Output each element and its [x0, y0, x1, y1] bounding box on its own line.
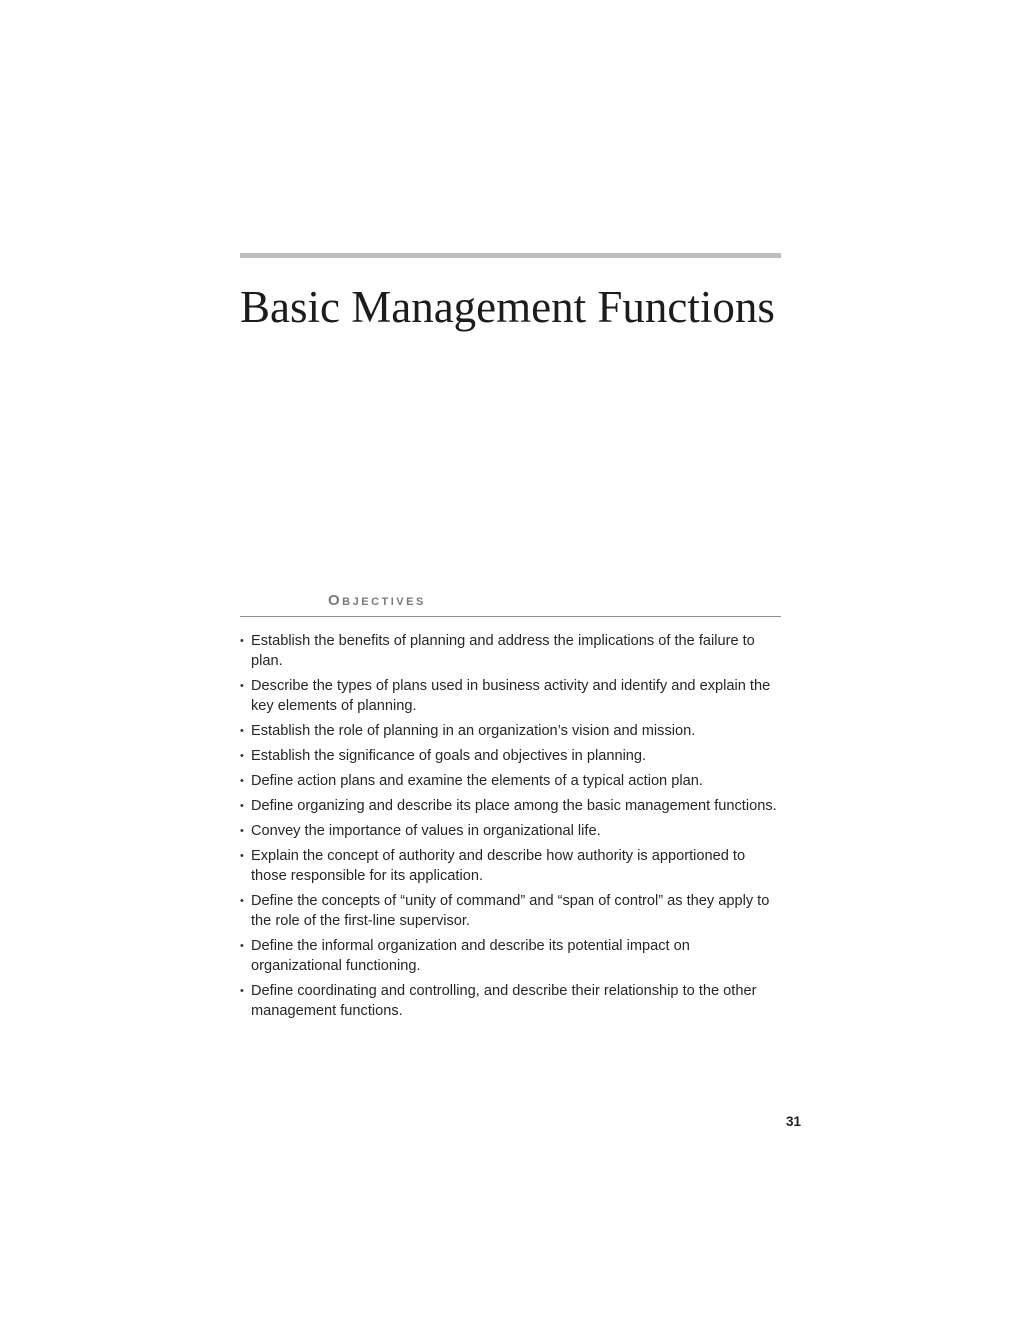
objective-item [240, 631, 781, 671]
bullet-dot-icon: • [240, 940, 244, 952]
objective-item [240, 981, 781, 1021]
objective-item [240, 771, 781, 791]
objectives-list [240, 631, 781, 1026]
chapter-title: Basic Management Functions [240, 282, 775, 332]
objective-text: Establish the benefits of planning and address the implications of the failure to plan. [251, 633, 755, 669]
objective-text: Define action plans and examine the elements of a typical action plan. [251, 773, 703, 789]
objective-text: Explain the concept of authority and describe how authority is apportioned to those responsible for its application. [251, 848, 746, 884]
objective-text: Establish the role of planning in an organization’s vision and mission. [251, 723, 696, 739]
objective-text: Establish the significance of goals and objectives in planning. [251, 748, 647, 764]
objective-text: Describe the types of plans used in business activity and identify and explain the key elements of planning. [251, 678, 771, 714]
objective-item [240, 821, 781, 841]
objective-item [240, 891, 781, 931]
bullet-dot-icon: • [240, 850, 244, 862]
objectives-rule [240, 616, 781, 617]
objective-item [240, 721, 781, 741]
objective-item [240, 676, 781, 716]
objective-item [240, 746, 781, 766]
bullet-dot-icon: • [240, 750, 244, 762]
bullet-dot-icon: • [240, 825, 244, 837]
bullet-dot-icon: • [240, 635, 244, 647]
page-number: 31 [786, 1114, 802, 1129]
objective-text: Define the informal organization and describe its potential impact on organizational functioning. [251, 938, 690, 974]
objective-text: Convey the importance of values in organizational life. [251, 823, 601, 839]
bullet-dot-icon: • [240, 725, 244, 737]
bullet-dot-icon: • [240, 775, 244, 787]
chapter-top-rule [240, 253, 781, 258]
objective-item [240, 846, 781, 886]
objective-text: Define coordinating and controlling, and describe their relationship to the other management functions. [251, 983, 757, 1019]
objective-text: Define organizing and describe its place among the basic management functions. [251, 798, 777, 814]
objective-item [240, 796, 781, 816]
bullet-dot-icon: • [240, 985, 244, 997]
bullet-dot-icon: • [240, 680, 244, 692]
objective-item [240, 936, 781, 976]
bullet-dot-icon: • [240, 895, 244, 907]
bullet-dot-icon: • [240, 800, 244, 812]
objective-text: Define the concepts of “unity of command” and “span of control” as they apply to the role of the first-line supervisor. [251, 893, 770, 929]
objectives-heading: Objectives [328, 592, 426, 609]
